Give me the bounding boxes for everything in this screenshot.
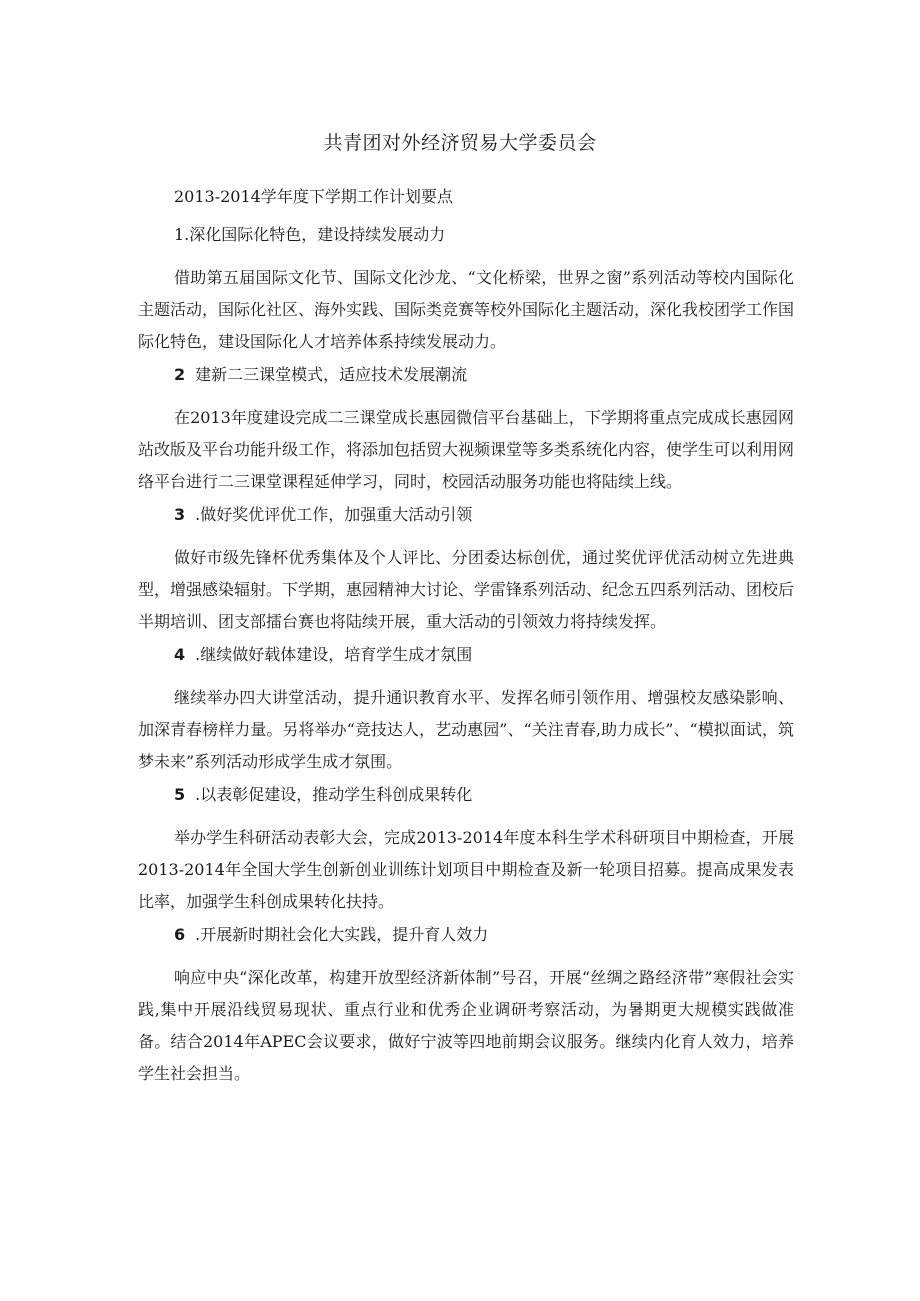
section-2 <box>138 364 794 498</box>
section-number: 3 <box>174 505 186 524</box>
section-number: 4 <box>174 645 186 664</box>
section-title: 建新二三课堂模式，适应技术发展潮流 <box>195 365 468 384</box>
section-number: 5 <box>174 785 186 804</box>
section-heading <box>138 784 794 822</box>
section-5 <box>138 784 794 918</box>
section-title: .开展新时期社会化大实践，提升育人效力 <box>195 925 489 944</box>
section-number: 1. <box>174 225 190 244</box>
document-subtitle: 2013-2014学年度下学期工作计划要点 <box>174 187 453 206</box>
section-heading <box>138 224 794 262</box>
section-title: .继续做好载体建设，培育学生成才氛围 <box>195 645 473 664</box>
section-title: 深化国际化特色，建设持续发展动力 <box>189 225 446 244</box>
section-body: 在2013年度建设完成二三课堂成长惠园微信平台基础上，下学期将重点完成成长惠园网站改版及平台功能升级工作，将添加包括贸大视频课堂等多类系统化内容，使学生可以利用网络平台进行二三课堂课程延伸学习，同时，校园活动服务功能也将陆续上线。 <box>138 408 795 491</box>
section-6 <box>138 924 794 1090</box>
document-title: 共青团对外经济贸易大学委员会 <box>323 132 597 154</box>
document-body <box>138 186 794 1096</box>
section-body: 借助第五届国际文化节、国际文化沙龙、“文化桥梁，世界之窗”系列活动等校内国际化主题活动，国际化社区、海外实践、国际类竞赛等校外国际化主题活动，深化我校团学工作国际化特色，建设国际化人才培养体系持续发展动力。 <box>138 268 795 351</box>
section-heading <box>138 924 794 962</box>
section-number: 2 <box>174 365 186 384</box>
section-heading <box>138 504 794 542</box>
section-3 <box>138 504 794 638</box>
section-title: .以表彰促建设，推动学生科创成果转化 <box>195 785 473 804</box>
section-body: 做好市级先锋杯优秀集体及个人评比、分团委达标创优，通过奖优评优活动树立先进典型，增强感染辐射。下学期，惠园精神大讨论、学雷锋系列活动、纪念五四系列活动、团校后半期培训、团支部擂台赛也将陆续开展，重大活动的引领效力将持续发挥。 <box>138 548 795 631</box>
section-body: 举办学生科研活动表彰大会，完成2013-2014年度本科生学术科研项目中期检查，开展2013-2014年全国大学生创新创业训练计划项目中期检查及新一轮项目招募。提高成果发表比率，加强学生科创成果转化扶持。 <box>138 828 794 911</box>
section-heading <box>138 644 794 682</box>
section-body: 继续举办四大讲堂活动，提升通识教育水平、发挥名师引领作用、增强校友感染影响、加深青春榜样力量。另将举办“竞技达人，艺动惠园”、“关注青春,助力成长”、“模拟面试，筑梦未来”系列活动形成学生成才氛围。 <box>138 688 794 771</box>
section-4 <box>138 644 794 778</box>
section-1 <box>138 224 794 358</box>
section-body: 响应中央“深化改革，构建开放型经济新体制”号召，开展“丝绸之路经济带”寒假社会实践,集中开展沿线贸易现状、重点行业和优秀企业调研考察活动，为暑期更大规模实践做准备。结合2014年APEC会议要求，做好宁波等四地前期会议服务。继续内化育人效力，培养学生社会担当。 <box>138 968 794 1083</box>
section-title: .做好奖优评优工作，加强重大活动引领 <box>195 505 473 524</box>
section-number: 6 <box>174 925 186 944</box>
section-heading <box>138 364 794 402</box>
